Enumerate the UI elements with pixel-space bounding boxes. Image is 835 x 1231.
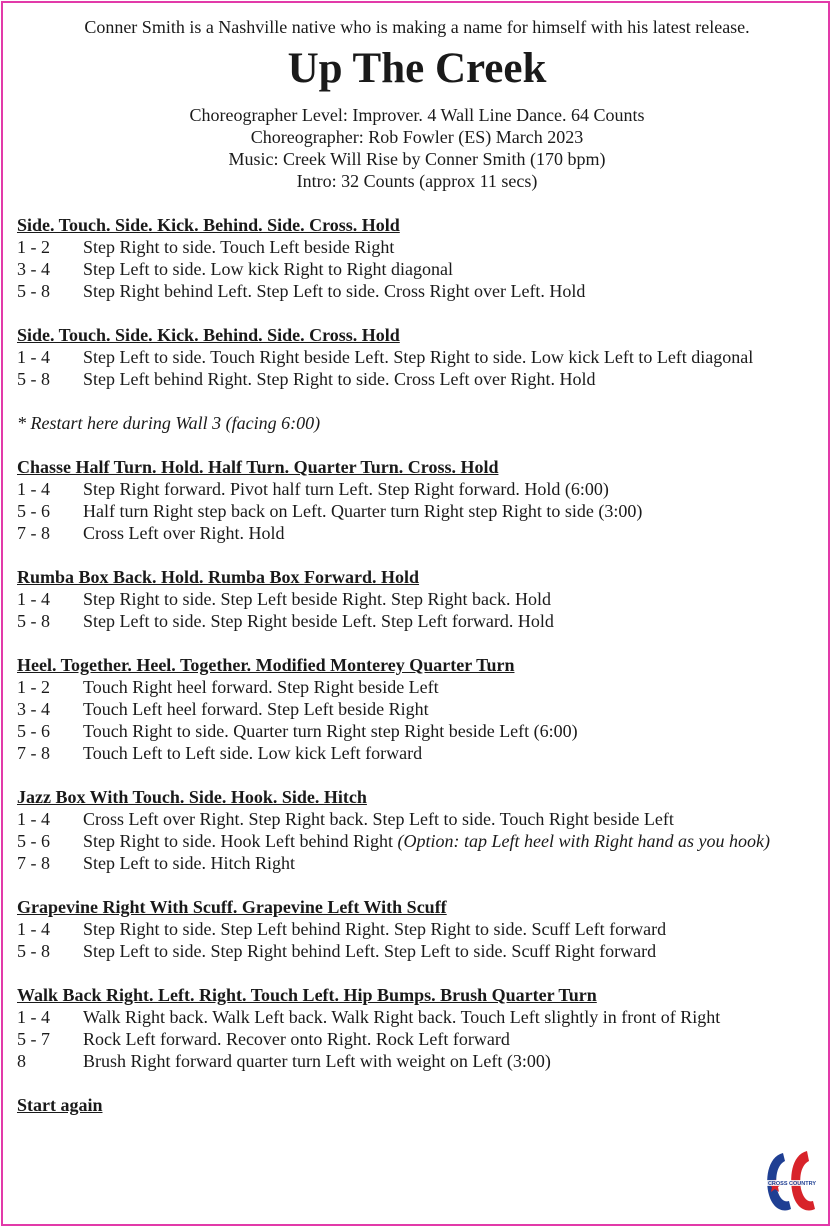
step-count: 1 - 2 — [17, 677, 50, 697]
step-count: 1 - 4 — [17, 479, 50, 499]
step-description — [83, 830, 817, 852]
step-row — [17, 368, 817, 390]
step-text: Step Right to side. Hook Left behind Right — [83, 831, 398, 851]
step-row — [17, 610, 817, 632]
step-count: 3 - 4 — [17, 259, 50, 279]
section-title: Chasse Half Turn. Hold. Half Turn. Quarter Turn. Cross. Hold — [17, 457, 499, 477]
section-title: Jazz Box With Touch. Side. Hook. Side. Hitch — [17, 787, 367, 807]
step-row — [17, 1050, 817, 1072]
step-row — [17, 588, 817, 610]
level-line: Choreographer Level: Improver. 4 Wall Line Dance. 64 Counts — [189, 105, 645, 125]
step-description: Touch Right heel forward. Step Right beside Left — [83, 677, 439, 697]
step-row — [17, 500, 817, 522]
section-7 — [17, 896, 817, 962]
step-row — [17, 918, 817, 940]
step-count: 5 - 7 — [17, 1029, 50, 1049]
step-row — [17, 258, 817, 280]
step-count: 5 - 6 — [17, 831, 50, 851]
step-count: 5 - 6 — [17, 721, 50, 741]
section-title: Side. Touch. Side. Kick. Behind. Side. Cross. Hold — [17, 325, 400, 345]
step-row — [17, 1028, 817, 1050]
intro-text: Conner Smith is a Nashville native who is making a name for himself with his latest release. — [84, 17, 750, 37]
step-count: 3 - 4 — [17, 699, 50, 719]
section-title: Heel. Together. Heel. Together. Modified Monterey Quarter Turn — [17, 655, 515, 675]
section-2 — [17, 324, 817, 390]
section-title: Side. Touch. Side. Kick. Behind. Side. Cross. Hold — [17, 215, 400, 235]
step-description: Step Left to side. Step Right behind Left. Step Left to side. Scuff Right forward — [83, 941, 657, 961]
step-count: 1 - 4 — [17, 1007, 50, 1027]
section-1 — [17, 214, 817, 302]
intro-line: Intro: 32 Counts (approx 11 secs) — [296, 171, 538, 191]
step-row — [17, 522, 817, 544]
step-row — [17, 1006, 817, 1028]
step-description: Step Right behind Left. Step Left to side. Cross Right over Left. Hold — [83, 281, 586, 301]
step-count: 1 - 4 — [17, 347, 50, 367]
section-title: Walk Back Right. Left. Right. Touch Left. Hip Bumps. Brush Quarter Turn — [17, 985, 597, 1005]
music-line: Music: Creek Will Rise by Conner Smith (170 bpm) — [228, 149, 606, 169]
step-row — [17, 852, 817, 874]
step-description: Step Left to side. Hitch Right — [83, 853, 295, 873]
step-count: 1 - 2 — [17, 237, 50, 257]
section-title: Rumba Box Back. Hold. Rumba Box Forward. Hold — [17, 567, 420, 587]
step-row — [17, 236, 817, 258]
step-description: Half turn Right step back on Left. Quarter turn Right step Right to side (3:00) — [83, 501, 643, 521]
section-5 — [17, 654, 817, 764]
step-count: 1 - 4 — [17, 919, 50, 939]
step-count: 8 — [17, 1051, 26, 1071]
step-option: (Option: tap Left heel with Right hand as you hook) — [397, 831, 770, 851]
dance-title: Up The Creek — [287, 45, 547, 92]
step-description: Step Right forward. Pivot half turn Left. Step Right forward. Hold (6:00) — [83, 479, 609, 499]
start-again: Start again — [17, 1095, 103, 1115]
step-row — [17, 940, 817, 962]
step-row — [17, 346, 817, 368]
step-row — [17, 720, 817, 742]
logo-text: CROSS COUNTRY — [767, 1181, 817, 1187]
step-row — [17, 478, 817, 500]
cross-country-logo-icon — [761, 1147, 821, 1217]
section-4 — [17, 566, 817, 632]
step-description: Touch Left to Left side. Low kick Left forward — [83, 743, 423, 763]
step-row — [17, 830, 817, 852]
step-count: 5 - 6 — [17, 501, 50, 521]
step-count: 7 - 8 — [17, 853, 50, 873]
step-description: Cross Left over Right. Step Right back. Step Left to side. Touch Right beside Left — [83, 809, 674, 829]
step-row — [17, 742, 817, 764]
step-count: 5 - 8 — [17, 941, 50, 961]
section-3 — [17, 456, 817, 544]
step-description: Step Left to side. Touch Right beside Left. Step Right to side. Low kick Left to Left diagonal — [83, 347, 754, 367]
step-description: Step Left behind Right. Step Right to side. Cross Left over Right. Hold — [83, 369, 596, 389]
step-description: Touch Left heel forward. Step Left beside Right — [83, 699, 429, 719]
step-count: 7 - 8 — [17, 523, 50, 543]
step-description: Step Right to side. Step Left beside Right. Step Right back. Hold — [83, 589, 551, 609]
dance-info — [17, 104, 817, 192]
step-description: Step Left to side. Step Right beside Left. Step Left forward. Hold — [83, 611, 554, 631]
step-sheet — [17, 16, 817, 1116]
restart-note: * Restart here during Wall 3 (facing 6:00) — [17, 413, 321, 433]
step-description: Rock Left forward. Recover onto Right. Rock Left forward — [83, 1029, 510, 1049]
step-description: Brush Right forward quarter turn Left with weight on Left (3:00) — [83, 1051, 551, 1071]
step-description: Step Left to side. Low kick Right to Right diagonal — [83, 259, 453, 279]
step-description: Step Right to side. Step Left behind Right. Step Right to side. Scuff Left forward — [83, 919, 667, 939]
section-title: Grapevine Right With Scuff. Grapevine Left With Scuff — [17, 897, 447, 917]
step-row — [17, 698, 817, 720]
choreographer-line: Choreographer: Rob Fowler (ES) March 2023 — [250, 127, 584, 147]
step-count: 1 - 4 — [17, 589, 50, 609]
step-count: 5 - 8 — [17, 611, 50, 631]
section-6 — [17, 786, 817, 874]
step-description: Step Right to side. Touch Left beside Right — [83, 237, 395, 257]
step-count: 1 - 4 — [17, 809, 50, 829]
step-description: Cross Left over Right. Hold — [83, 523, 285, 543]
step-count: 7 - 8 — [17, 743, 50, 763]
step-count: 5 - 8 — [17, 281, 50, 301]
step-count: 5 - 8 — [17, 369, 50, 389]
step-row — [17, 676, 817, 698]
step-description: Touch Right to side. Quarter turn Right step Right beside Left (6:00) — [83, 721, 578, 741]
section-8 — [17, 984, 817, 1072]
step-row — [17, 808, 817, 830]
step-row — [17, 280, 817, 302]
step-description: Walk Right back. Walk Left back. Walk Right back. Touch Left slightly in front of Right — [83, 1007, 721, 1027]
